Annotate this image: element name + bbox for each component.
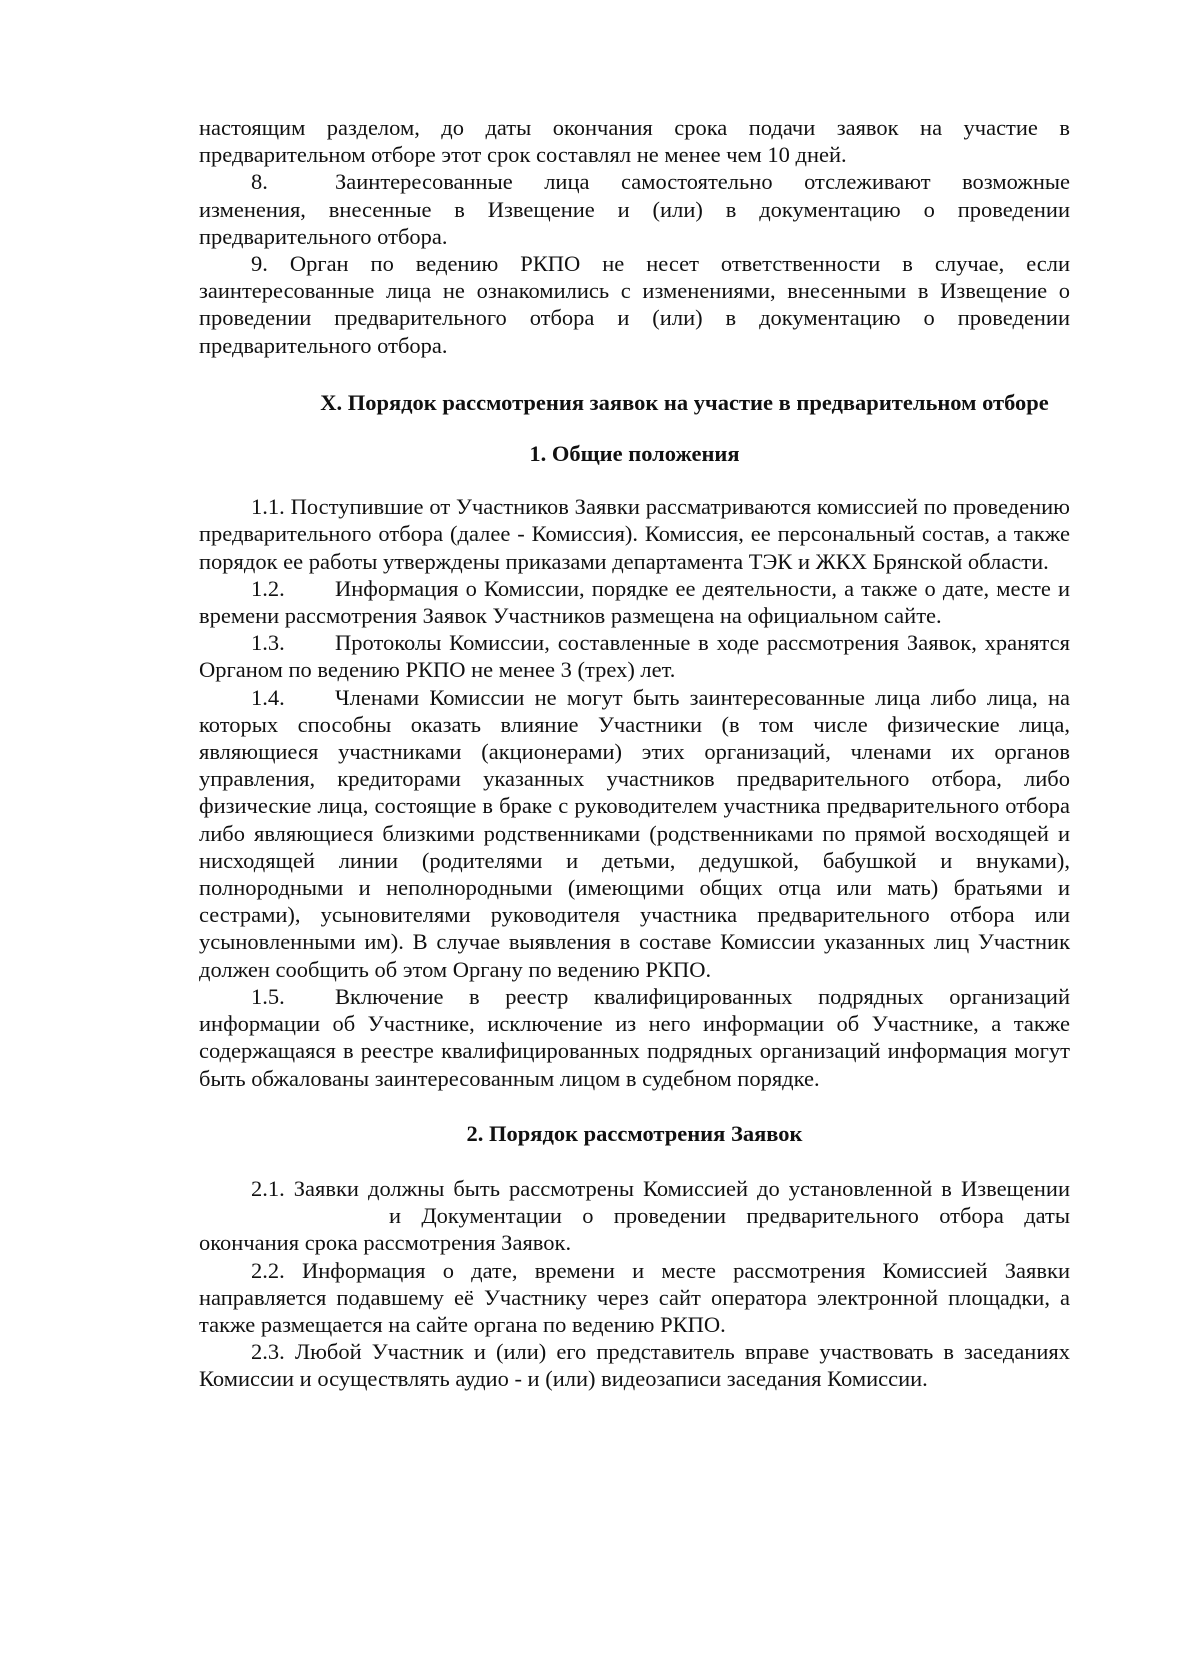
paragraph-1-3-number: 1.3. <box>251 630 285 656</box>
subsection-2-heading: 2. Порядок рассмотрения Заявок <box>466 1120 803 1146</box>
paragraph-1-2 <box>199 575 1070 629</box>
paragraph-8-text: Заинтересованные лица самостоятельно отслеживают возможные изменения, внесенные в Извещение и (или) в документацию о проведении предварительного отбора. <box>199 169 1070 249</box>
paragraph-1-4-number: 1.4. <box>251 684 285 710</box>
paragraph-1-5-text: Включение в реестр квалифицированных подрядных организаций информации об Участнике, исключение из него информации об Участнике, а также содержащаяся в реестре квалифицированных подрядных организаций информация могут быть обжалованы заинтересованным лицом в судебном порядке. <box>199 983 1070 1091</box>
paragraph-1-3-text: Протоколы Комиссии, составленные в ходе рассмотрения Заявок, хранятся Органом по ведению РКПО не менее 3 (трех) лет. <box>199 630 1070 683</box>
paragraph-1-4 <box>199 684 1070 983</box>
paragraph-1-1: 1.1. Поступившие от Участников Заявки рассматриваются комиссией по проведению предварительного отбора (далее - Комиссия). Комиссия, ее персональный состав, а также порядок ее работы утверждены приказами департамента ТЭК и ЖКХ Брянской области. <box>199 494 1070 574</box>
paragraph-8 <box>199 168 1070 250</box>
paragraph-2-1 <box>199 1175 1070 1257</box>
paragraph-2-2: 2.2. Информация о дате, времени и месте рассмотрения Комиссией Заявки направляется подавшему её Участнику через сайт оператора электронной площадки, а также размещается на сайте органа по ведению РКПО. <box>199 1257 1070 1337</box>
paragraph-2-1-part-b: и Документации о проведении предварительного отбора даты окончания срока рассмотрения Заявок. <box>199 1203 1070 1256</box>
paragraph-continuation: настоящим разделом, до даты окончания срока подачи заявок на участие в предварительном отборе этот срок составлял не менее чем 10 дней. <box>199 115 1070 168</box>
paragraph-1-2-number: 1.2. <box>251 575 285 601</box>
paragraph-2-1-part-a: 2.1. Заявки должны быть рассмотрены Комиссией до установленной в Извещении <box>251 1175 1070 1201</box>
paragraph-1-2-text: Информация о Комиссии, порядке ее деятельности, а также о дате, месте и времени рассмотрения Заявок Участников размещена на официальном сайте. <box>199 575 1070 629</box>
subsection-1-heading: 1. Общие положения <box>529 441 740 467</box>
paragraph-1-5 <box>199 983 1070 1092</box>
paragraph-8-number: 8. <box>251 169 268 195</box>
paragraph-1-5-number: 1.5. <box>251 983 285 1009</box>
paragraph-1-4-text: Членами Комиссии не могут быть заинтересованные лица либо лица, на которых способны оказать влияние Участники (в том числе физические лица, являющиеся участниками (акционерами) этих организаций, членами их органов управления, кредиторами указанных участников предварительного отбора, либо физические лица, состоящие в браке с руководителем участника предварительного отбора либо являющиеся близкими родственниками (родственниками по прямой восходящей и нисходящей линии (родителями и детьми, дедушкой, бабушкой и внуками), полнородными и неполнородными (имеющими общих отца или мать) братьями и сестрами), усыновителями руководителя участника предварительного отбора или усыновленными им). В случае выявления в составе Комиссии указанных лиц Участник должен сообщить об этом Органу по ведению РКПО. <box>199 684 1070 982</box>
paragraph-1-3 <box>199 629 1070 683</box>
paragraph-2-3: 2.3. Любой Участник и (или) его представитель вправе участвовать в заседаниях Комиссии и осуществлять аудио - и (или) видеозаписи заседания Комиссии. <box>199 1339 1070 1392</box>
section-x-heading: X. Порядок рассмотрения заявок на участие в предварительном отборе <box>320 389 1049 415</box>
document-page <box>199 114 1070 1393</box>
paragraph-9: 9. Орган по ведению РКПО не несет ответственности в случае, если заинтересованные лица не ознакомились с изменениями, внесенными в Извещение о проведении предварительного отбора и (или) в документацию о проведении предварительного отбора. <box>199 251 1070 358</box>
